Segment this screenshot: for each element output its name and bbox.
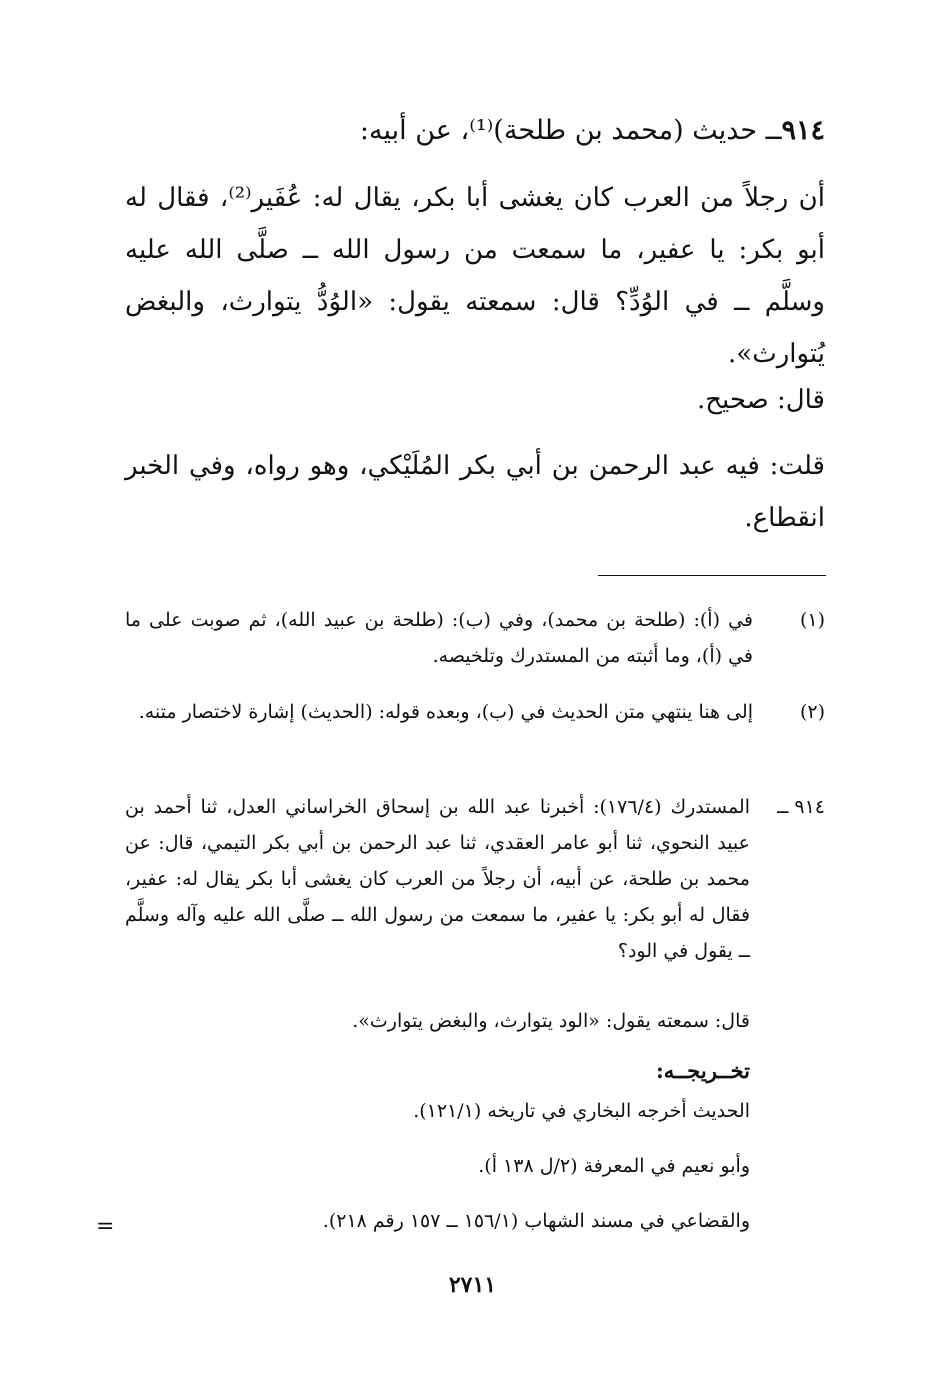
takhrij-item: الحديث أخرجه البخاري في تاريخه (١٢١/١). [413, 1100, 750, 1122]
hadith-ruling: قال: صحيح. [696, 385, 825, 415]
footnote [125, 694, 825, 730]
hadith-number: ٩١٤ [781, 115, 825, 146]
takhrij-item: والقضاعي في مسند الشهاب (١٥٦/١ ــ ١٥٧ رقم ٢١٨). [322, 1210, 750, 1232]
footnote-number: (٢) [799, 701, 825, 723]
source-note [125, 789, 825, 969]
hadith-text: أن رجلاً من العرب كان يغشى أبا بكر، يقال له: عُفَير⁽²⁾، فقال له أبو بكر: يا عفير، ما سمعت من رسول الله ــ صلَّى الله عليه وسلَّم ــ في الوُدِّ؟ قال: سمعته يقول: «الوُدُّ يتوارث، والبغض يُتوارث». [125, 183, 825, 369]
hadith-heading [360, 105, 825, 157]
footnote-text: في (أ): (طلحة بن محمد)، وفي (ب): (طلحة بن عبيد الله)، ثم صوبت على ما في (أ)، وما أثبته من المستدرك وتلخيصه. [125, 609, 753, 667]
footnote-separator [598, 575, 826, 576]
source-qal: قال: سمعته يقول: «الود يتوارث، والبغض يتوارث». [352, 1010, 750, 1032]
source-text: المستدرك (١٧٦/٤): أخبرنا عبد الله بن إسحاق الخراساني العدل، ثنا أحمد بن عبيد النحوي، ثنا أبو عامر العقدي، ثنا عبد الرحمن بن أبي بكر التيمي، قال: عن محمد بن طلحة، عن أبيه، أن رجلاً من العرب كان يغشى أبا بكر يقال له: عفير، فقال له أبو بكر: يا عفير، ما سمعت من رسول الله ــ صلَّى الله عليه وآله وسلَّم ــ يقول في الود؟ [125, 796, 750, 962]
footnote [125, 602, 825, 674]
footnote-text: إلى هنا ينتهي متن الحديث في (ب)، وبعده قوله: (الحديث) إشارة لاختصار متنه. [138, 701, 753, 723]
continuation-mark: = [96, 1214, 115, 1239]
hadith-comment: قلت: فيه عبد الرحمن بن أبي بكر المُلَيْكي، وهو رواه، وفي الخبر انقطاع. [125, 451, 825, 533]
takhrij-item: وأبو نعيم في المعرفة (٢/ل ١٣٨ أ). [478, 1155, 750, 1177]
footnote-number: (١) [799, 609, 825, 631]
hadith-heading-text: ــ حديث (محمد بن طلحة)⁽¹⁾، عن أبيه: [359, 115, 782, 146]
page-number: ٢٧١١ [448, 1272, 497, 1298]
source-number: ٩١٤ ــ [777, 796, 825, 818]
takhrij-heading: تخــريجــه: [655, 1058, 750, 1083]
